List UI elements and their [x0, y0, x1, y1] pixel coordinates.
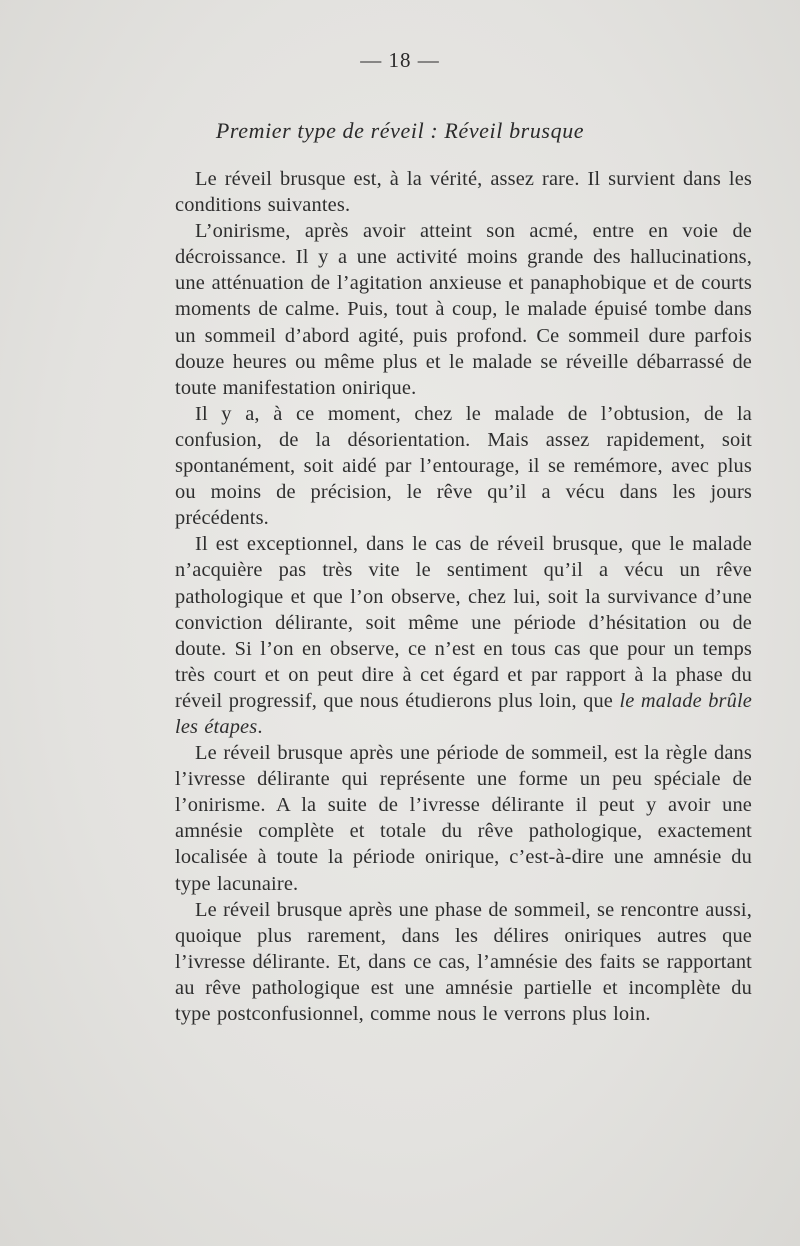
- page-number: — 18 —: [360, 48, 440, 72]
- paragraph-1: Le réveil brusque est, à la vérité, assez rare. Il survient dans les conditions suivantes.: [175, 168, 752, 217]
- paragraph-4-text: Il est exceptionnel, dans le cas de réveil brusque, que le malade n’acquière pas très vite le sentiment qu’il a vécu un rêve pathologique et que l’on observe, chez lui, soit la survivance d’une conviction délirante, soit même une période d’hésitation ou de doute. Si l’on en observe, ce n’est en tous cas que pour un temps très court et on peut dire à cet égard et par rapport à la phase du réveil progressif, que nous étudierons plus loin, que: [175, 533, 752, 712]
- paragraph-4: [175, 531, 752, 740]
- paragraph-6: Le réveil brusque après une phase de sommeil, se rencontre aussi, quoique plus rarement, dans les délires oniriques autres que l’ivresse délirante. Et, dans ce cas, l’amnésie des faits se rapportant au rêve pathologique est une amnésie partielle et incomplète du type postconfusionnel, comme nous le verrons plus loin.: [175, 898, 752, 1025]
- body-text: [175, 166, 752, 1027]
- section-heading: Premier type de réveil : Réveil brusque: [215, 118, 585, 143]
- paragraph-4-end: .: [257, 715, 263, 738]
- paragraph-2: L’onirisme, après avoir atteint son acmé, entre en voie de décroissance. Il y a une activité moins grande des hallucinations, une atténuation de l’agitation anxieuse et panaphobique et de courts moments de calme. Puis, tout à coup, le malade épuisé tombe dans un sommeil d’abord agité, puis profond. Ce sommeil dure parfois douze heures ou même plus et le malade se réveille débarrassé de toute manifestation onirique.: [175, 220, 752, 399]
- paragraph-4-emphasis: le malade brûle les étapes: [175, 689, 753, 738]
- paragraph-5: Le réveil brusque après une période de sommeil, est la règle dans l’ivresse délirante qui représente une forme un peu spéciale de l’onirisme. A la suite de l’ivresse délirante il peut y avoir une amnésie complète et totale du rêve pathologique, exactement localisée à toute la période onirique, c’est-à-dire une amnésie du type lacunaire.: [175, 742, 752, 895]
- paragraph-3: Il y a, à ce moment, chez le malade de l’obtusion, de la confusion, de la désorientation. Mais assez rapidement, soit spontanément, soit aidé par l’entourage, il se remémore, avec plus ou moins de précision, le rêve qu’il a vécu dans les jours précédents.: [175, 402, 752, 530]
